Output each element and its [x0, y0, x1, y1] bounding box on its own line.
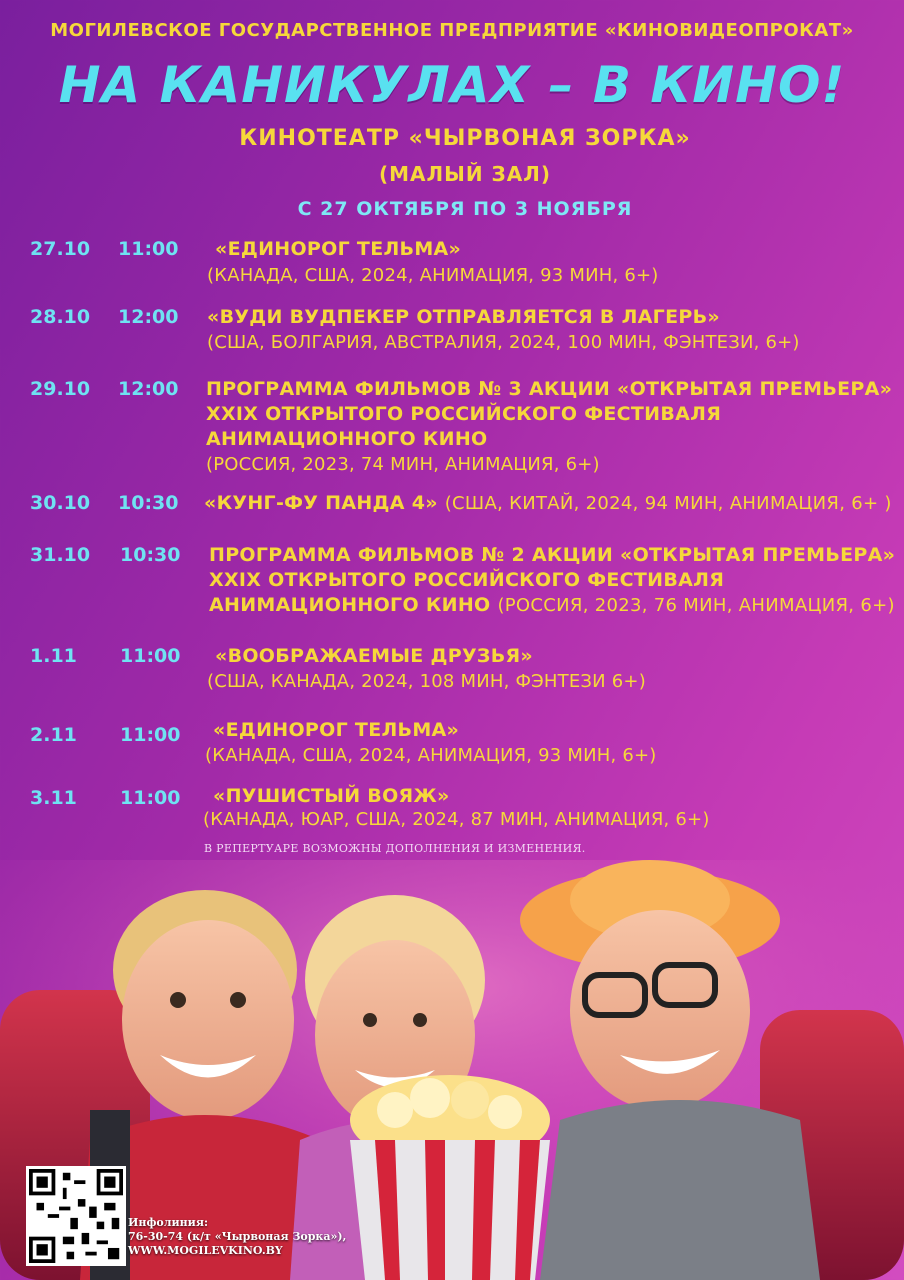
- film-info: (РОССИЯ, 2023, 74 МИН, АНИМАЦИЯ, 6+): [206, 454, 600, 475]
- film-info: (КАНАДА, США, 2024, АНИМАЦИЯ, 93 МИН, 6+): [205, 745, 657, 766]
- film-line: [204, 492, 892, 515]
- contact-info: [128, 1216, 346, 1258]
- film-title-line: ПРОГРАММА ФИЛЬМОВ № 3 АКЦИИ «ОТКРЫТАЯ ПРЕМЬЕРА»: [206, 378, 893, 400]
- film-title: «ЕДИНОРОГ ТЕЛЬМА»: [213, 719, 460, 741]
- film-info: (США, КАНАДА, 2024, 108 МИН, ФЭНТЕЗИ 6+): [207, 671, 646, 692]
- film-info: (КАНАДА, ЮАР, США, 2024, 87 МИН, АНИМАЦИЯ, 6+): [203, 809, 710, 830]
- cinema-name: КИНОТЕАТР «ЧЫРВОНАЯ ЗОРКА»: [239, 126, 691, 151]
- qr-code[interactable]: [26, 1166, 126, 1266]
- website-link[interactable]: WWW.MOGILEVKINO.BY: [128, 1244, 283, 1257]
- show-date: 31.10: [30, 544, 91, 566]
- film-title: «КУНГ-ФУ ПАНДА 4»: [204, 492, 438, 514]
- film-title-line: ПРОГРАММА ФИЛЬМОВ № 2 АКЦИИ «ОТКРЫТАЯ ПРЕМЬЕРА»: [209, 544, 896, 566]
- show-time: 11:00: [120, 787, 181, 809]
- show-time: 12:00: [118, 378, 179, 400]
- show-date: 28.10: [30, 306, 91, 328]
- show-time: 10:30: [120, 544, 181, 566]
- infoline-label: Инфолиния:: [128, 1216, 209, 1229]
- film-info: (РОССИЯ, 2023, 76 МИН, АНИМАЦИЯ, 6+): [497, 595, 895, 616]
- show-date: 2.11: [30, 724, 77, 746]
- film-info: (США, КИТАЙ, 2024, 94 МИН, АНИМАЦИЯ, 6+ ): [444, 493, 892, 514]
- show-time: 11:00: [120, 724, 181, 746]
- show-time: 11:00: [118, 238, 179, 260]
- show-time: 11:00: [120, 645, 181, 667]
- phone-number: 76-30-74 (к/т «Чырвоная Зорка»),: [128, 1230, 347, 1243]
- show-date: 30.10: [30, 492, 91, 514]
- film-title: «ВУДИ ВУДПЕКЕР ОТПРАВЛЯЕТСЯ В ЛАГЕРЬ»: [207, 306, 720, 328]
- show-date: 29.10: [30, 378, 91, 400]
- show-time: 12:00: [118, 306, 179, 328]
- hall-name: (МАЛЫЙ ЗАЛ): [379, 162, 551, 186]
- film-title: «ПУШИСТЫЙ ВОЯЖ»: [213, 785, 450, 807]
- film-title: «ВООБРАЖАЕМЫЕ ДРУЗЬЯ»: [215, 645, 533, 667]
- film-info: (США, БОЛГАРИЯ, АВСТРАЛИЯ, 2024, 100 МИН, ФЭНТЕЗИ, 6+): [207, 332, 800, 353]
- show-date: 3.11: [30, 787, 77, 809]
- organization-name: МОГИЛЕВСКОЕ ГОСУДАРСТВЕННОЕ ПРЕДПРИЯТИЕ «КИНОВИДЕОПРОКАТ»: [50, 20, 854, 41]
- film-title: «ЕДИНОРОГ ТЕЛЬМА»: [215, 238, 462, 260]
- show-date: 1.11: [30, 645, 77, 667]
- film-title-line: XXIX ОТКРЫТОГО РОССИЙСКОГО ФЕСТИВАЛЯ: [209, 569, 725, 591]
- film-title-line: АНИМАЦИОННОГО КИНО: [209, 594, 491, 616]
- disclaimer-note: В РЕПЕРТУАРЕ ВОЗМОЖНЫ ДОПОЛНЕНИЯ И ИЗМЕНЕНИЯ.: [204, 842, 586, 855]
- show-date: 27.10: [30, 238, 91, 260]
- film-line: [209, 594, 895, 617]
- film-title-line: XXIX ОТКРЫТОГО РОССИЙСКОГО ФЕСТИВАЛЯ: [206, 403, 722, 425]
- show-time: 10:30: [118, 492, 179, 514]
- film-info: (КАНАДА, США, 2024, АНИМАЦИЯ, 93 МИН, 6+): [207, 265, 659, 286]
- schedule-period: С 27 ОКТЯБРЯ ПО 3 НОЯБРЯ: [297, 198, 633, 220]
- headline: НА КАНИКУЛАХ – В КИНО!: [58, 56, 846, 114]
- film-title-line: АНИМАЦИОННОГО КИНО: [206, 428, 488, 450]
